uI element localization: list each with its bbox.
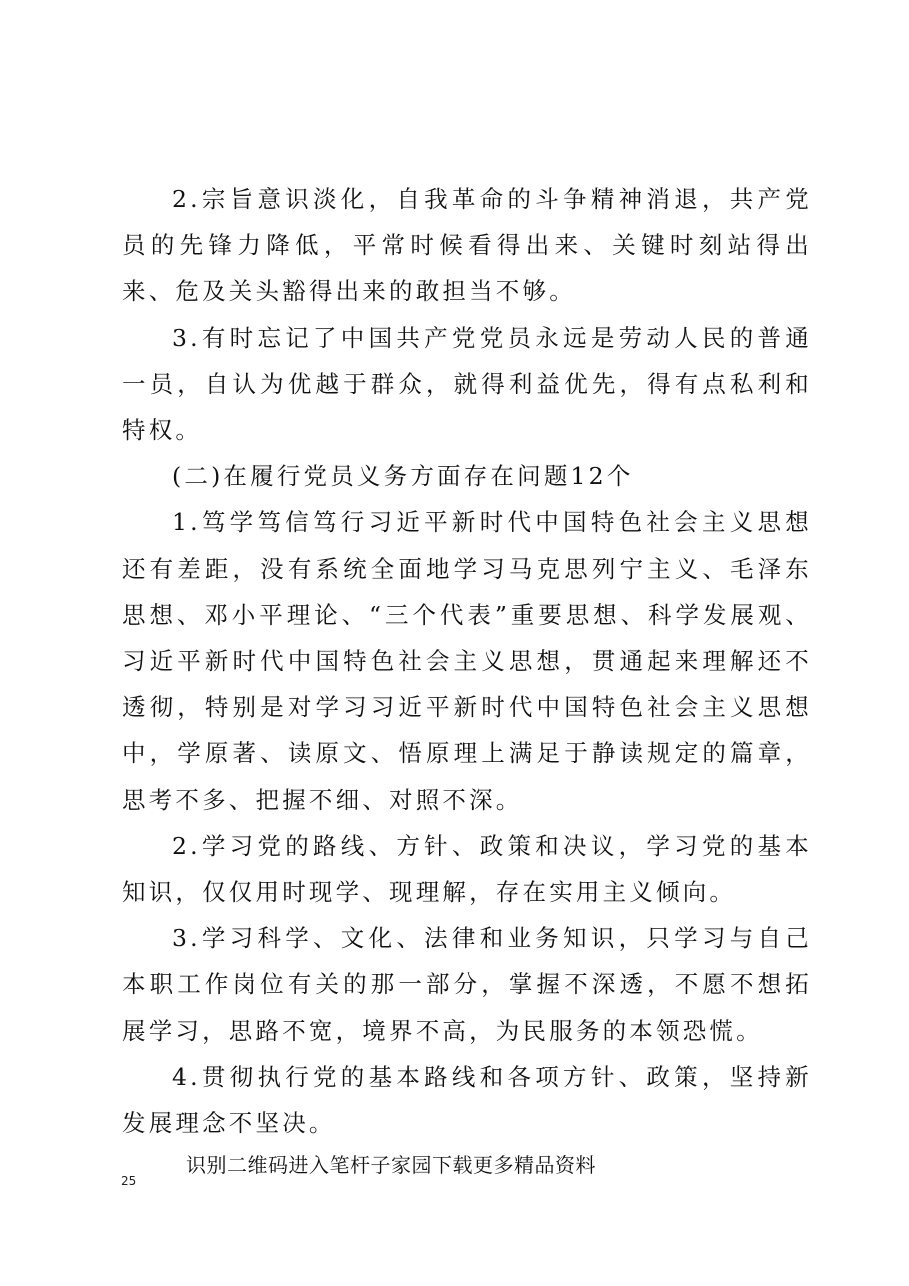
paragraph-implement-basic-line: 4.贯彻执行党的基本路线和各项方针、政策，坚持新发展理念不坚决。	[122, 1062, 812, 1138]
paragraph-study-science-culture: 3.学习科学、文化、法律和业务知识，只学习与自己本职工作岗位有关的那一部分，掌握不深透，不愿不想拓展学习，思路不宽，境界不高，为民服务的本领恐慌。	[122, 924, 812, 1045]
paragraph-study-party-line: 2.学习党的路线、方针、政策和决议，学习党的基本知识，仅仅用时现学、现理解，存在实用主义倾向。	[122, 831, 812, 907]
section-heading-party-duties: (二)在履行党员义务方面存在问题12个	[172, 462, 634, 491]
paragraph-study-thought: 1.笃学笃信笃行习近平新时代中国特色社会主义思想还有差距，没有系统全面地学习马克思列宁主义、毛泽东思想、邓小平理论、“三个代表”重要思想、科学发展观、习近平新时代中国特色社会主义思想，贯通起来理解还不透彻，特别是对学习习近平新时代中国特色社会主义思想中，学原著、读原文、悟原理上满足于静读规定的篇章，思考不多、把握不细、对照不深。	[122, 508, 812, 814]
document-body	[122, 176, 812, 1146]
footer-promo-note: 识别二维码进入笔杆子家园下载更多精品资料	[186, 1153, 596, 1177]
paragraph-forgetting-identity: 3.有时忘记了中国共产党党员永远是劳动人民的普通一员，自认为优越于群众，就得利益优先，得有点私利和特权。	[122, 323, 812, 445]
page-number: 25	[121, 1174, 137, 1188]
paragraph-purpose-awareness: 2.宗旨意识淡化，自我革命的斗争精神消退，共产党员的先锋力降低，平常时候看得出来、关键时刻站得出来、危及关头豁得出来的敢担当不够。	[122, 185, 812, 306]
